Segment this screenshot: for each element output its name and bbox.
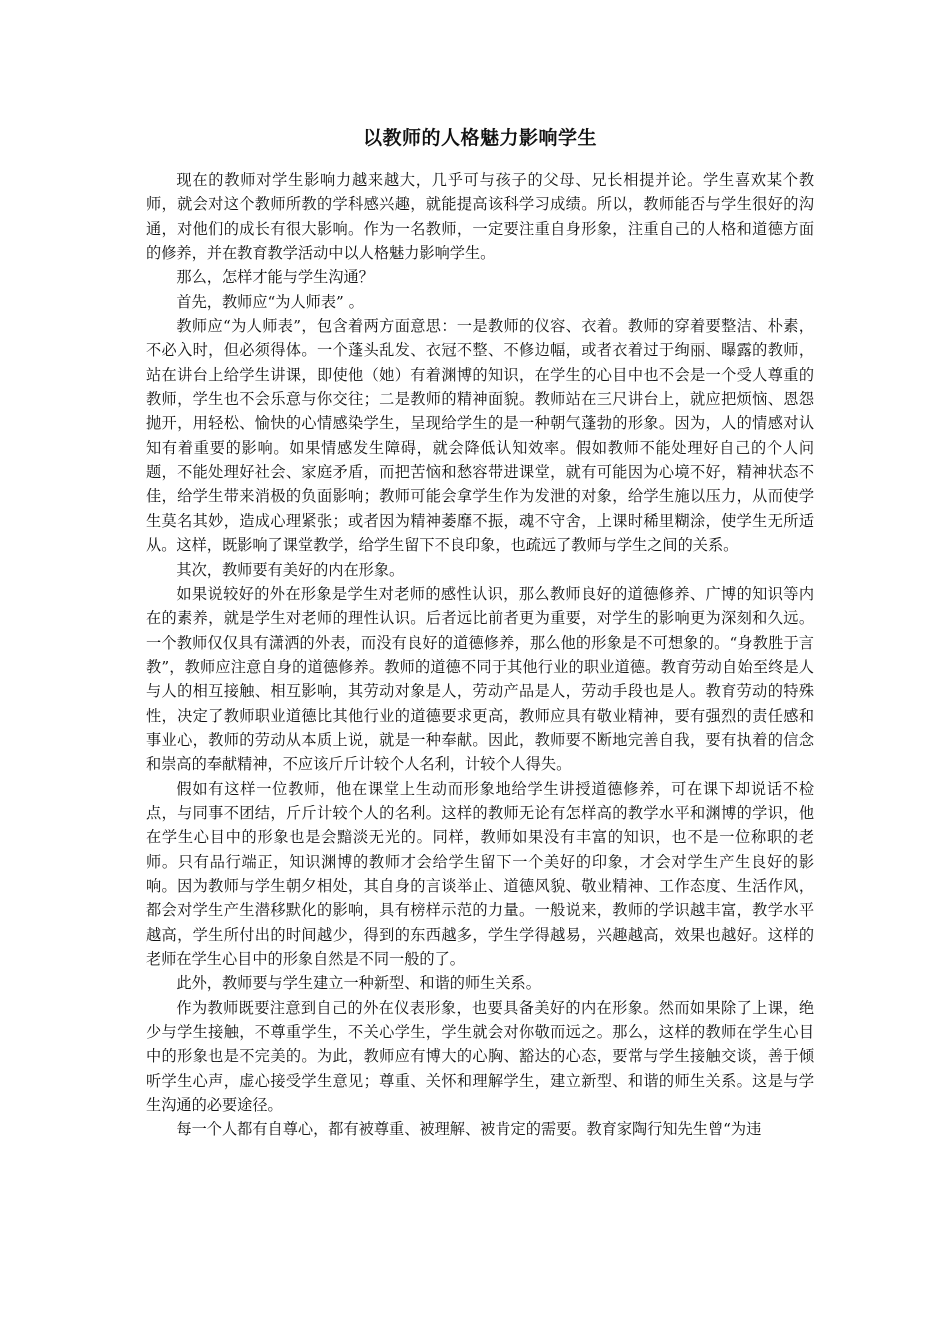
document-title: 以教师的人格魅力影响学生	[362, 127, 597, 149]
paragraph-2: 那么，怎样才能与学生沟通？	[176, 268, 374, 287]
paragraph-10: 每一个人都有自尊心，都有被尊重、被理解、被肯定的需要。教育家陶行知先生曾“为违	[176, 1120, 762, 1139]
paragraph-8: 此外，教师要与学生建立一种新型、和谐的师生关系。	[176, 974, 541, 993]
paragraph-7: 假如有这样一位教师，他在课堂上生动而形象地给学生讲授道德修养，可在课下却说话不检点，与同事不团结，斤斤计较个人的名利。这样的教师无论有怎样高的教学水平和渊博的学识，他在学生心目中的形象也是会黯淡无光的。同样，教师如果没有丰富的知识，也不是一位称职的老师。只有品行端正，知识渊博的教师才会给学生留下一个美好的印象，才会对学生产生良好的影响。因为教师与学生朝夕相处，其自身的言谈举止、道德风貌、敬业精神、工作态度、生活作风，都会对学生产生潜移默化的影响，具有榜样示范的力量。一般说来，教师的学识越丰富，教学水平越高，学生所付出的时间越少，得到的东西越多，学生学得越易，兴趣越高，效果也越好。这样的老师在学生心目中的形象自然是不同一般的了。	[146, 779, 814, 968]
document-page	[146, 0, 814, 1344]
paragraph-4: 教师应“为人师表”，包含着两方面意思：一是教师的仪容、衣着。教师的穿着要整洁、朴素，不必入时，但必须得体。一个蓬头乱发、衣冠不整、不修边幅，或者衣着过于绚丽、曝露的教师，站在讲台上给学生讲课，即使他（她）有着渊博的知识，在学生的心目中也不会是一个受人尊重的教师，学生也不会乐意与你交往；二是教师的精神面貌。教师站在三尺讲台上，就应把烦恼、恩怨抛开，用轻松、愉快的心情感染学生，呈现给学生的是一种朝气蓬勃的形象。因为，人的情感对认知有着重要的影响。如果情感发生障碍，就会降低认知效率。假如教师不能处理好自己的个人问题，不能处理好社会、家庭矛盾，而把苦恼和愁容带进课堂，就有可能因为心境不好，精神状态不佳，给学生带来消极的负面影响；教师可能会拿学生作为发泄的对象，给学生施以压力，从而使学生莫名其妙，造成心理紧张；或者因为精神萎靡不振，魂不守舍，上课时稀里糊涂，使学生无所适从。这样，既影响了课堂教学，给学生留下不良印象，也疏远了教师与学生之间的关系。	[146, 317, 814, 555]
paragraph-9: 作为教师既要注意到自己的外在仪表形象，也要具备美好的内在形象。然而如果除了上课，绝少与学生接触，不尊重学生，不关心学生，学生就会对你敬而远之。那么，这样的教师在学生心目中的形象也是不完美的。为此，教师应有博大的心胸、豁达的心态，要常与学生接触交谈，善于倾听学生心声，虚心接受学生意见；尊重、关怀和理解学生，建立新型、和谐的师生关系。这是与学生沟通的必要途径。	[146, 998, 814, 1115]
paragraph-3: 首先，教师应“为人师表” 。	[176, 292, 364, 311]
document-body	[146, 168, 814, 1142]
paragraph-1: 现在的教师对学生影响力越来越大，几乎可与孩子的父母、兄长相提并论。学生喜欢某个教师，就会对这个教师所教的学科感兴趣，就能提高该科学习成绩。所以，教师能否与学生很好的沟通，对他们的成长有很大影响。作为一名教师，一定要注重自身形象，注重自己的人格和道德方面的修养，并在教育教学活动中以人格魅力影响学生。	[146, 171, 814, 263]
paragraph-6: 如果说较好的外在形象是学生对老师的感性认识，那么教师良好的道德修养、广博的知识等内在的素养，就是学生对老师的理性认识。后者远比前者更为重要，对学生的影响更为深刻和久远。一个教师仅仅具有潇洒的外表，而没有良好的道德修养，那么他的形象是不可想象的。“身教胜于言教”，教师应注意自身的道德修养。教师的道德不同于其他行业的职业道德。教育劳动自始至终是人与人的相互接触、相互影响，其劳动对象是人，劳动产品是人，劳动手段也是人。教育劳动的特殊性，决定了教师职业道德比其他行业的道德要求更高，教师应具有敬业精神，要有强烈的责任感和事业心，教师的劳动从本质上说，就是一种奉献。因此，教师要不断地完善自我，要有执着的信念和崇高的奉献精神，不应该斤斤计较个人名利，计较个人得失。	[146, 584, 814, 774]
paragraph-5: 其次，教师要有美好的内在形象。	[176, 560, 405, 579]
